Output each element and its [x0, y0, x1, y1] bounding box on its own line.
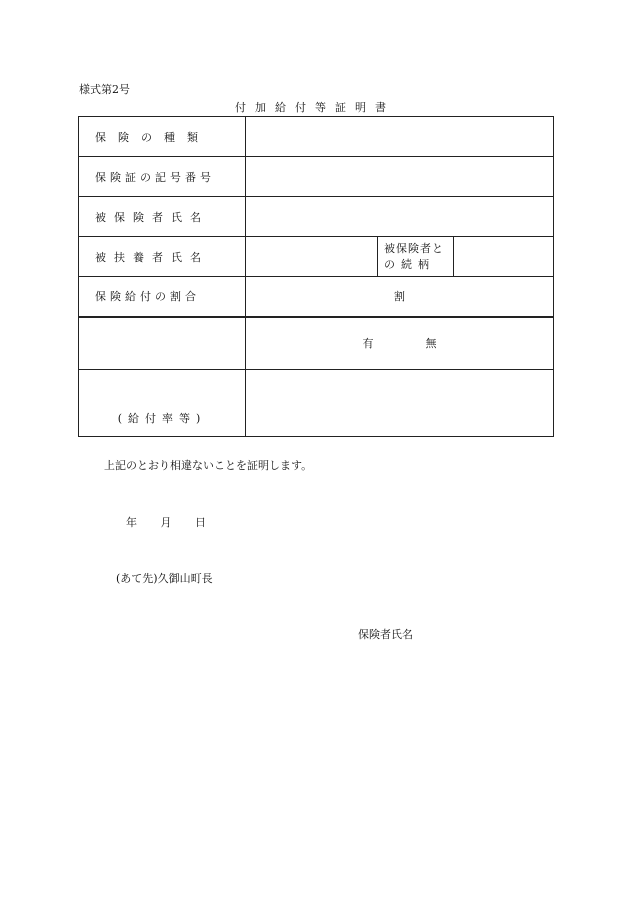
dependent-name-field[interactable] — [246, 237, 378, 277]
insurance-type-field[interactable] — [246, 117, 554, 157]
insurance-card-number-field[interactable] — [246, 157, 554, 197]
date-line — [126, 514, 226, 530]
date-day: 日 — [195, 516, 206, 529]
yes-option[interactable]: 有 — [362, 337, 374, 351]
insurer-name-label: 保険者氏名 — [358, 628, 413, 641]
date-month: 月 — [160, 516, 172, 529]
relationship-field[interactable] — [454, 237, 554, 277]
benefit-ratio-field[interactable] — [246, 277, 554, 317]
document-title: 付加給付等証明書 — [235, 101, 395, 114]
row-benefit-rate — [79, 370, 554, 437]
yes-no-field[interactable] — [246, 317, 554, 370]
row-benefit-ratio — [79, 277, 554, 317]
date-year: 年 — [126, 516, 137, 529]
insured-name-field[interactable] — [246, 197, 554, 237]
relationship-label-line2: の続柄 — [384, 257, 435, 271]
additional-benefit-label — [79, 317, 246, 370]
addressee: (あて先)久御山町長 — [116, 572, 213, 585]
form-number: 様式第2号 — [79, 83, 130, 96]
benefit-rate-field[interactable] — [246, 370, 554, 437]
insurance-type-label: 保険の種類 — [79, 117, 246, 157]
ratio-unit: 割 — [394, 290, 405, 304]
insured-name-label: 被保険者氏名 — [79, 197, 246, 237]
row-insurance-card — [79, 157, 554, 197]
row-additional-benefit — [79, 317, 554, 370]
no-option[interactable]: 無 — [425, 337, 437, 351]
row-insurance-type — [79, 117, 554, 157]
row-insured-name — [79, 197, 554, 237]
benefit-rate-note: (給付率等) — [79, 370, 246, 437]
row-dependent-name — [79, 237, 554, 277]
relationship-label-line1: 被保険者と — [384, 241, 444, 255]
dependent-name-label: 被扶養者氏名 — [79, 237, 246, 277]
certification-statement: 上記のとおり相違ないことを証明します。 — [104, 459, 313, 472]
relationship-label — [378, 237, 454, 277]
insurance-card-number-label: 保険証の記号番号 — [79, 157, 246, 197]
certificate-table — [78, 116, 554, 437]
benefit-ratio-label: 保険給付の割合 — [79, 277, 246, 317]
